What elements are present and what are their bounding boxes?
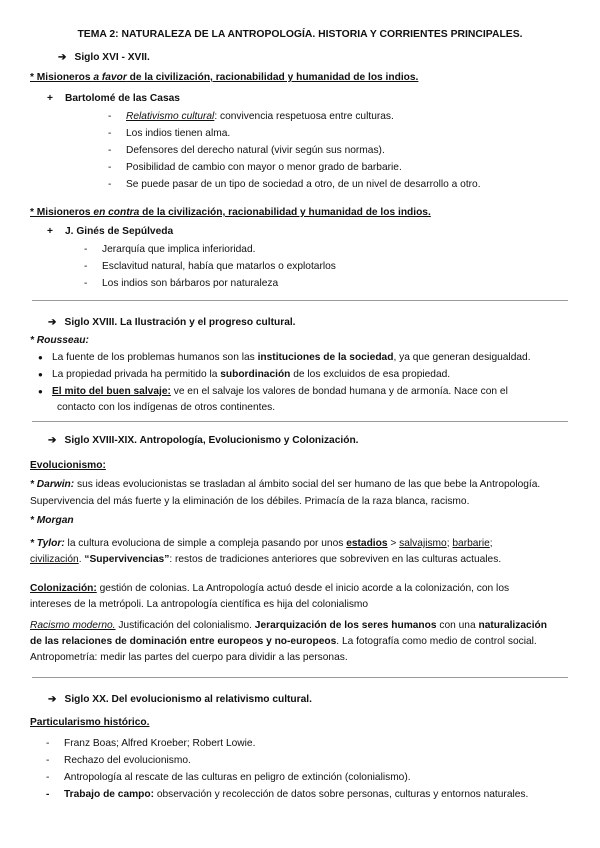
- dash-icon: -: [46, 772, 50, 783]
- dash-icon: -: [46, 738, 50, 749]
- section-divider: [32, 677, 568, 678]
- dash-icon: -: [46, 755, 50, 766]
- section-heading-s16-17: ➔ Siglo XVI - XVII.: [58, 52, 150, 63]
- list-item: - Antropología al rescate de las culturas en peligro de extinción (colonialismo).: [46, 772, 411, 783]
- list-item: - Relativismo cultural: convivencia respetuosa entre culturas.: [108, 111, 394, 122]
- section-heading-s20: ➔ Siglo XX. Del evolucionismo al relativismo cultural.: [48, 694, 312, 705]
- dash-icon: -: [108, 128, 112, 139]
- bullet-item-continuation: contacto con los indígenas de otros continentes.: [57, 402, 276, 413]
- list-item: - Se puede pasar de un tipo de sociedad a otro, de un nivel de desarrollo a otro.: [108, 179, 481, 190]
- racismo-paragraph: Racismo moderno. Justificación del colonialismo. Jerarquización de los seres humanos con una naturalización: [30, 620, 547, 631]
- section-heading-s18-19: ➔ Siglo XVIII-XIX. Antropología, Evolucionismo y Colonización.: [48, 435, 359, 446]
- dash-icon: -: [46, 789, 50, 800]
- arrow-right-icon: ➔: [48, 694, 57, 705]
- list-item: - Trabajo de campo: observación y recolección de datos sobre personas, culturas y entornos naturales.: [46, 789, 529, 800]
- list-item: - Posibilidad de cambio con mayor o menor grado de barbarie.: [108, 162, 402, 173]
- darwin-paragraph-line2: Supervivencia del más fuerte y la eliminación de los débiles. Primacía de la raza blanca, racismo.: [30, 496, 470, 507]
- dash-icon: -: [84, 244, 88, 255]
- dash-icon: -: [108, 145, 112, 156]
- section-heading-s18: ➔ Siglo XVIII. La Ilustración y el progreso cultural.: [48, 317, 296, 328]
- racismo-paragraph-line2: de las relaciones de dominación entre europeos y no-europeos. La fotografía como medio de control social.: [30, 636, 537, 647]
- dash-icon: -: [84, 261, 88, 272]
- bullet-item: ● El mito del buen salvaje: ve en el salvaje los valores de bondad humana y de armonía. Nace con el: [38, 386, 508, 397]
- section-divider: [32, 421, 568, 422]
- list-item: - Los indios tienen alma.: [108, 128, 231, 139]
- dash-icon: -: [108, 179, 112, 190]
- racismo-paragraph-line3: Antropometría: medir las partes del cuerpo para dividir a las personas.: [30, 652, 348, 663]
- tylor-paragraph-line2: civilización. “Supervivencias”: restos de tradiciones anteriores que sobreviven en las culturas actuales.: [30, 554, 502, 565]
- bullet-icon: ●: [38, 370, 43, 379]
- list-item: - Franz Boas; Alfred Kroeber; Robert Lowie.: [46, 738, 256, 749]
- list-item: - Rechazo del evolucionismo.: [46, 755, 191, 766]
- colonizacion-paragraph: Colonización: gestión de colonias. La Antropología actuó desde el inicio acorde a la colonización, con los: [30, 583, 510, 594]
- list-item: - Jerarquía que implica inferioridad.: [84, 244, 256, 255]
- morgan-label: * Morgan: [30, 515, 74, 526]
- arrow-right-icon: ➔: [58, 52, 67, 63]
- bullet-icon: ●: [38, 387, 43, 396]
- evolucionismo-heading: Evolucionismo:: [30, 460, 106, 471]
- author-casas: + Bartolomé de las Casas: [47, 93, 180, 104]
- plus-icon: +: [47, 226, 53, 237]
- darwin-paragraph: * Darwin: sus ideas evolucionistas se trasladan al ámbito social del ser humano de las que bebe la Antropología.: [30, 479, 541, 490]
- bullet-item: ● La fuente de los problemas humanos son las instituciones de la sociedad, ya que generan desigualdad.: [38, 352, 531, 363]
- arrow-right-icon: ➔: [48, 435, 57, 446]
- dash-icon: -: [108, 111, 112, 122]
- arrow-right-icon: ➔: [48, 317, 57, 328]
- bullet-item: ● La propiedad privada ha permitido la subordinación de los excluidos de esa propiedad.: [38, 369, 451, 380]
- dash-icon: -: [84, 278, 88, 289]
- particularismo-heading: Particularismo histórico.: [30, 717, 150, 728]
- misioneros-a-favor-heading: * Misioneros a favor de la civilización, racionabilidad y humanidad de los indios.: [30, 72, 419, 83]
- list-item: - Defensores del derecho natural (vivir según sus normas).: [108, 145, 385, 156]
- bullet-icon: ●: [38, 353, 43, 362]
- tylor-paragraph: * Tylor: la cultura evoluciona de simple a compleja pasando por unos estadios > salvajismo; barbarie;: [30, 538, 493, 549]
- list-item: - Esclavitud natural, había que matarlos o explotarlos: [84, 261, 336, 272]
- colonizacion-paragraph-line2: intereses de la metrópoli. La antropología científica es hija del colonialismo: [30, 599, 369, 610]
- section-divider: [32, 300, 568, 301]
- list-item: - Los indios son bárbaros por naturaleza: [84, 278, 279, 289]
- document-title: TEMA 2: NATURALEZA DE LA ANTROPOLOGÍA. HISTORIA Y CORRIENTES PRINCIPALES.: [77, 29, 523, 40]
- misioneros-en-contra-heading: * Misioneros en contra de la civilización, racionabilidad y humanidad de los indios.: [30, 207, 431, 218]
- dash-icon: -: [108, 162, 112, 173]
- plus-icon: +: [47, 93, 53, 104]
- rousseau-label: * Rousseau:: [30, 335, 89, 346]
- author-sepulveda: + J. Ginés de Sepúlveda: [47, 226, 174, 237]
